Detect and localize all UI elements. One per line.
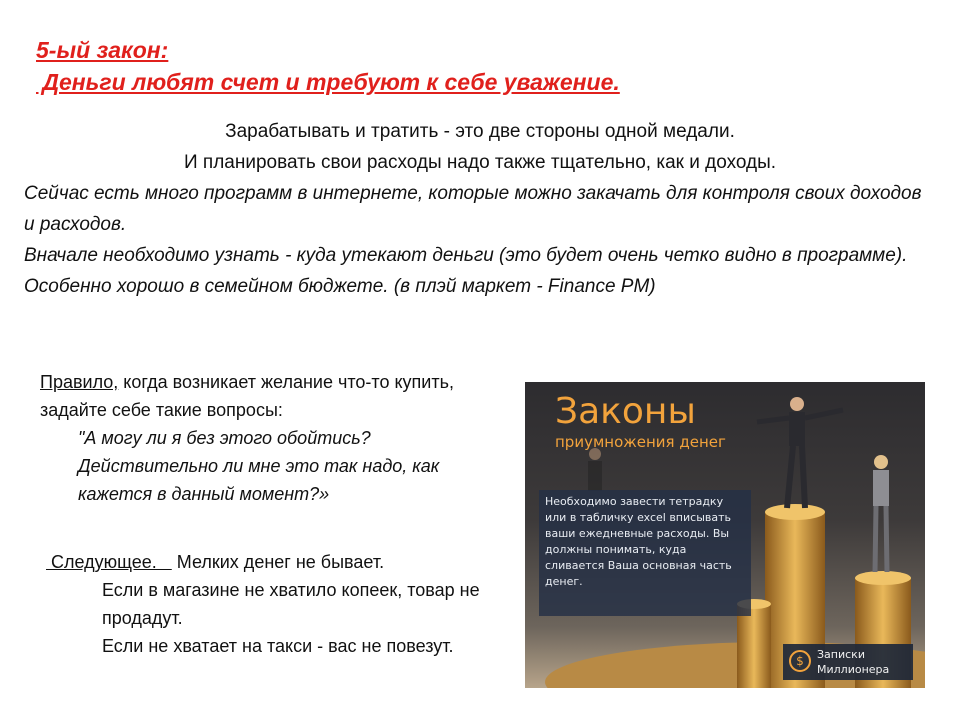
intro-line-3: Сейчас есть много программ в интернете, которые можно закачать для контроля своих доходов и расходов. [24,183,922,235]
picture-subtitle: приумножения денег [555,433,726,451]
brand-name: Записки Миллионера [817,648,890,676]
brand-badge [783,644,913,680]
next-line-3: Если не хватает на такси - вас не повезут. [102,636,454,656]
intro-line-1: Зарабатывать и тратить - это две стороны одной медали. [225,121,735,142]
coin-stack-small [737,604,771,688]
intro-line-2: И планировать свои расходы надо также тщательно, как и доходы. [183,152,777,173]
slide-title [36,34,620,98]
businesswoman-figure [873,455,889,572]
dollar-bulb-icon: $ [789,650,811,672]
rule-label: Правило, [40,372,119,392]
rule-section [40,368,490,508]
law-statement: Деньги любят счет и требуют к себе уважение. [36,69,620,95]
money-laws-picture [525,382,925,688]
next-line-1: Мелких денег не бывает. [171,552,385,572]
next-first-line [46,548,486,576]
businessman-figure [757,397,843,508]
intro-line-5: Особенно хорошо в семейном бюджете. (в плэй маркет - Finance PM) [24,276,656,297]
next-label: Следующее. [46,552,172,572]
rule-text: когда возникает желание что-то купить, задайте себе такие вопросы: [40,372,454,420]
background-figure [588,448,602,491]
picture-text-box: Необходимо завести тетрадку или в табличку excel вписывать ваши ежедневные расходы. Вы должны понимать, куда сливается Ваша основная часть денег. [539,490,751,616]
next-section [46,548,486,660]
law-number: 5-ый закон: [36,37,169,63]
intro-line-4: Вначале необходимо узнать - куда утекают деньги (это будет очень четко видно в программе). [24,245,908,266]
intro-text [24,116,936,302]
rule-paragraph [40,368,490,424]
rule-question-2: Действительно ли мне это так надо, как кажется в данный момент?» [78,456,440,504]
next-line-2: Если в магазине не хватило копеек, товар не продадут. [102,580,480,628]
picture-title: Законы [555,391,696,432]
rule-question-1: "А могу ли я без этого обойтись? [78,428,371,448]
